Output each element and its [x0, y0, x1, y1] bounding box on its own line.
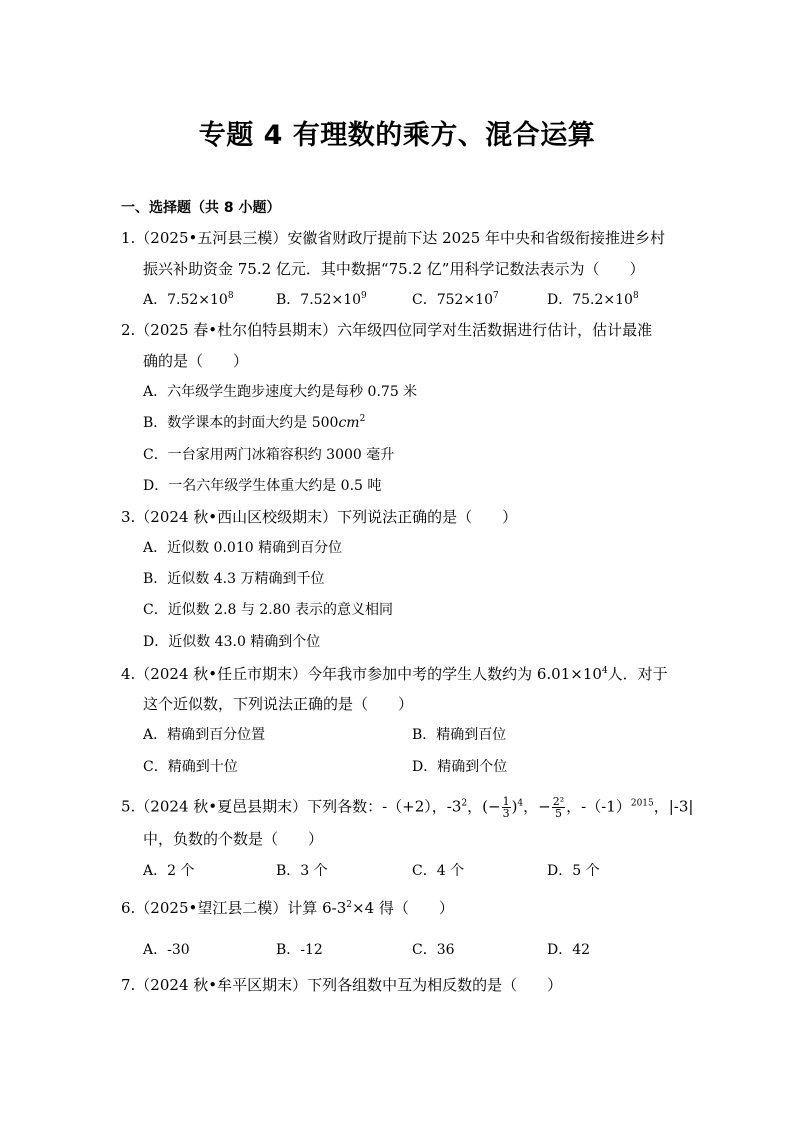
- exponent: 8: [632, 291, 639, 301]
- question-4-line-2: 这个近似数，下列说法正确的是（ ）: [143, 695, 414, 713]
- question-3-option-d: D．近似数 43.0 精确到个位: [143, 634, 321, 650]
- section-heading: 一、选择题（共 8 小题）: [121, 200, 281, 216]
- question-6-option-b: B．-12: [276, 942, 323, 958]
- question-3-option-c: C．近似数 2.8 与 2.80 表示的意义相同: [143, 602, 393, 618]
- text: 6.（2025•望江县二模）计算 6-3: [121, 899, 347, 917]
- exponent: 8: [227, 291, 234, 301]
- exponent: 9: [361, 291, 367, 301]
- exponent: 2015: [630, 798, 654, 809]
- question-2-option-c: C．一台家用两门冰箱容积约 3000 毫升: [143, 447, 395, 463]
- question-5-option-c: C．4 个: [412, 863, 465, 879]
- question-3-option-b: B．近似数 4.3 万精确到千位: [143, 571, 325, 587]
- question-6-option-c: C．36: [412, 942, 455, 958]
- text: ，(−: [467, 797, 501, 816]
- question-5-option-b: B．3 个: [276, 863, 328, 879]
- question-4-option-c: C．精确到十位: [143, 759, 238, 775]
- question-2-option-a: A．六年级学生跑步速度大约是每秒 0.75 米: [143, 384, 418, 400]
- question-6-line-1: [121, 898, 454, 918]
- fraction-one-third: [502, 796, 511, 819]
- denominator: 5: [554, 807, 562, 820]
- question-5-option-d: D．5 个: [547, 863, 600, 879]
- fraction-two-squared-over-five: [552, 796, 565, 819]
- text: ，−: [523, 797, 551, 816]
- question-7-line-1: 7.（2024 秋•牟平区期末）下列各组数中互为相反数的是（ ）: [121, 976, 563, 994]
- option-text: A．7.52×10: [143, 292, 228, 308]
- text: ，-（-1）: [566, 797, 631, 816]
- exponent: 4: [601, 666, 608, 676]
- question-3-option-a: A．近似数 0.010 精确到百分位: [143, 540, 343, 556]
- question-2-option-d: D．一名六年级学生体重大约是 0.5 吨: [143, 478, 382, 494]
- text: ): [511, 797, 518, 816]
- option-text: C．752×10: [412, 292, 493, 308]
- question-1-option-d: [547, 290, 639, 310]
- question-1-option-b: [276, 290, 367, 310]
- question-4-option-d: D．精确到个位: [412, 759, 508, 775]
- numerator: 1: [502, 795, 510, 808]
- question-2-line-1: 2.（2025 春•杜尔伯特县期末）六年级四位同学对生活数据进行估计，估计最准: [121, 321, 653, 339]
- question-5-option-a: A．2 个: [143, 863, 195, 879]
- text: 5.（2024 秋•夏邑县期末）下列各数：-（+2），-3: [121, 797, 462, 816]
- question-4-option-b: B．精确到百位: [412, 727, 507, 743]
- question-4-line-1: [121, 664, 668, 684]
- text: 4.（2024 秋•任丘市期末）今年我市参加中考的学生人数约为 6.01×10: [121, 665, 602, 683]
- question-6-option-d: D．42: [547, 942, 591, 958]
- denominator: 3: [502, 807, 510, 820]
- exponent: 2: [346, 900, 352, 910]
- text: 人．对于: [607, 665, 668, 683]
- exponent: 4: [517, 798, 524, 809]
- question-3-line-1: 3.（2024 秋•西山区校级期末）下列说法正确的是（ ）: [121, 508, 518, 526]
- numerator: 2²: [552, 795, 565, 808]
- option-text: B．数学课本的封面大约是 500: [143, 415, 339, 431]
- exponent: 2: [359, 414, 366, 424]
- question-1-line-1: 1.（2025•五河县三模）安徽省财政厅提前下达 2025 年中央和省级衔接推进乡村: [121, 229, 666, 247]
- question-4-option-a: A．精确到百分位置: [143, 727, 266, 743]
- question-5-line-2: 中，负数的个数是（ ）: [143, 830, 324, 848]
- option-text: D．75.2×10: [547, 292, 633, 308]
- unit: cm: [338, 415, 360, 431]
- question-6-option-a: A．-30: [143, 942, 190, 958]
- text: ×4 得（ ）: [352, 899, 454, 917]
- question-1-line-2: 振兴补助资金 75.2 亿元．其中数据“75.2 亿”用科学记数法表示为（ ）: [143, 260, 645, 278]
- question-5-line-1: [121, 796, 693, 819]
- exponent: 7: [492, 291, 499, 301]
- exponent: 2: [461, 798, 468, 809]
- text: ，|-3|: [653, 797, 694, 816]
- question-2-option-b: [143, 413, 365, 433]
- question-2-line-2: 确的是（ ）: [143, 352, 249, 370]
- option-text: B．7.52×10: [276, 292, 362, 308]
- question-1-option-c: [412, 290, 499, 310]
- question-1-option-a: [143, 290, 234, 310]
- page-title: 专题 4 有理数的乘方、混合运算: [198, 120, 596, 151]
